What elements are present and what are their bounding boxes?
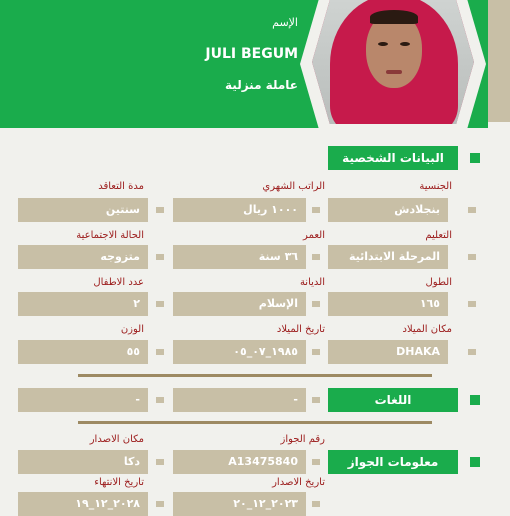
issue-date-value: ٢٠٢٣_١٢_٢٠ [173,492,306,516]
issue-date-label: تاريخ الاصدار [272,477,325,488]
section-passport: معلومات الجواز [328,450,458,474]
height-value: ١٦٥ [328,292,448,316]
header-side-stripe [488,0,510,122]
row-tick [312,501,320,507]
expiry-value: ٢٠٢٨_١٢_١٩ [18,492,148,516]
birthplace-value: DHAKA [328,340,448,364]
religion-label: الديانة [299,277,325,288]
education-value: المرحلة الابتدائية [328,245,448,269]
row-tick [312,207,320,213]
applicant-photo [312,0,474,124]
children-label: عدد الاطفال [93,277,144,288]
education-label: التعليم [425,230,452,241]
section-languages: اللغات [328,388,458,412]
language-2-value: - [18,388,148,412]
row-tick [312,459,320,465]
height-label: الطول [425,277,452,288]
nationality-label: الجنسية [419,181,452,192]
birthdate-value: ١٩٨٥_٠٧_٠٥ [173,340,306,364]
age-value: ٣٦ سنة [173,245,306,269]
row-tick [468,254,476,260]
nationality-value: بنجلادش [328,198,448,222]
row-tick [156,397,164,403]
section-personal: البيانات الشخصية [328,146,458,170]
divider [78,374,432,377]
marital-value: متزوجه [18,245,148,269]
weight-label: الوزن [120,324,144,335]
passport-number-value: A13475840 [173,450,306,474]
birthdate-label: تاريخ الميلاد [276,324,325,335]
issue-place-label: مكان الاصدار [89,434,144,445]
row-tick [156,301,164,307]
section-passport-marker [470,457,480,467]
contract-value: سنتين [18,198,148,222]
section-personal-marker [470,153,480,163]
section-languages-marker [470,395,480,405]
expiry-label: تاريخ الانتهاء [94,477,144,488]
applicant-name: JULI BEGUM [205,46,298,62]
row-tick [156,254,164,260]
age-label: العمر [303,230,325,241]
row-tick [468,207,476,213]
row-tick [156,207,164,213]
row-tick [312,254,320,260]
row-tick [312,397,320,403]
name-label: الإسم [272,16,298,29]
row-tick [156,459,164,465]
row-tick [468,349,476,355]
row-tick [156,349,164,355]
contract-label: مدة التعاقد [98,181,144,192]
issue-place-value: دكا [18,450,148,474]
row-tick [312,349,320,355]
birthplace-label: مكان الميلاد [402,324,452,335]
passport-number-label: رقم الجواز [280,434,325,445]
marital-label: الحالة الاجتماعية [76,230,144,241]
row-tick [468,301,476,307]
children-value: ٢ [18,292,148,316]
divider [78,421,432,424]
salary-label: الراتب الشهري [262,181,325,192]
weight-value: ٥٥ [18,340,148,364]
row-tick [312,301,320,307]
salary-value: ١٠٠٠ ريال [173,198,306,222]
language-1-value: - [173,388,306,412]
religion-value: الإسلام [173,292,306,316]
row-tick [156,501,164,507]
job-title: عاملة منزلية [225,78,298,92]
